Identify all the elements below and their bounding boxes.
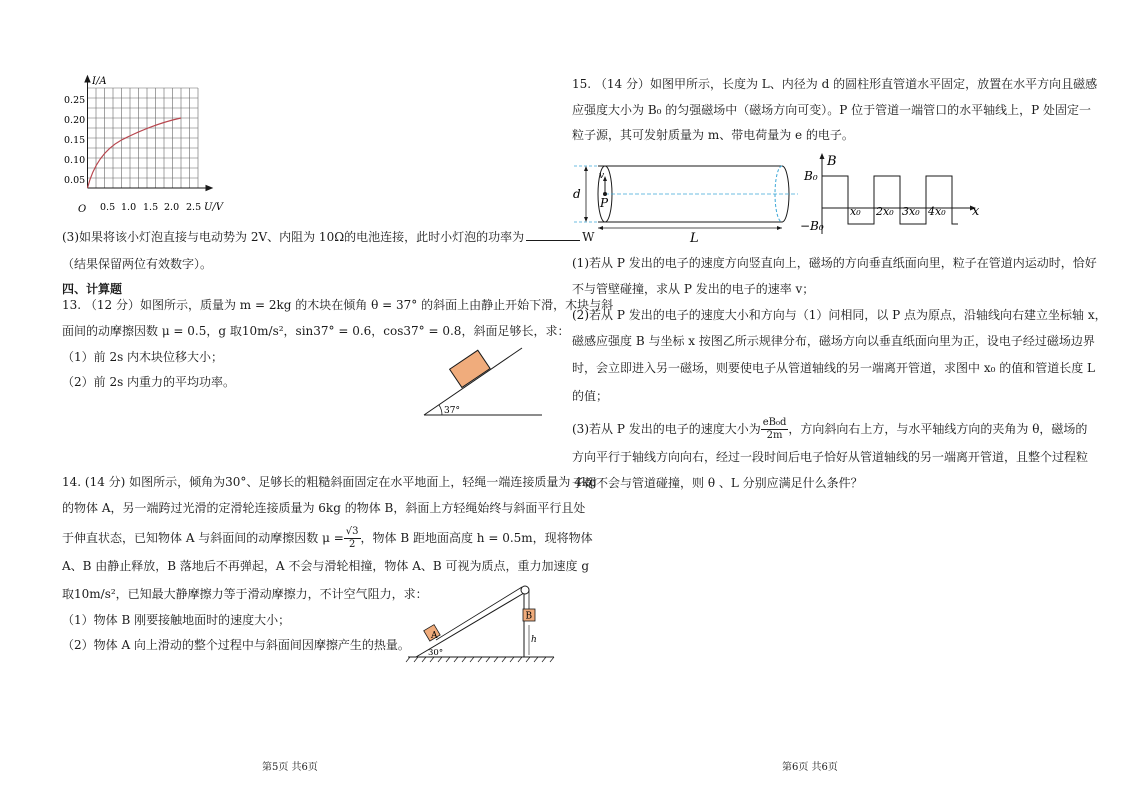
q14-line3 [62, 524, 593, 552]
q14-fraction [344, 526, 361, 551]
q12-3-line1 [62, 229, 595, 245]
q15-velocity-label: v [599, 171, 605, 181]
q15-fraction [761, 417, 789, 442]
q13-sub2: （2）前 2s 内重力的平均功率。 [62, 375, 236, 389]
q15-length-label: L [690, 231, 699, 246]
q15-x-tick: 4x₀ [928, 205, 946, 218]
q12-3-unit: W [582, 230, 595, 244]
q15-x-tick: 2x₀ [876, 205, 894, 218]
section-title: 四、计算题 [62, 282, 123, 296]
x-tick: 2.5 [186, 202, 202, 213]
q14-line3-a: 于伸直状态，已知物体 A 与斜面间的动摩擦因数 μ = [62, 531, 344, 545]
y-axis-label: I/A [92, 76, 107, 87]
q15-x-tick: 3x₀ [902, 205, 920, 218]
q15-p1-line1: (1)若从 P 发出的电子的速度方向竖直向上，磁场的方向垂直纸面向里，粒子在管道内运动时，恰好 [572, 256, 1097, 270]
q14-height-label: h [531, 635, 537, 645]
x-tick: 1.5 [143, 202, 159, 213]
q15-line3: 粒子源，其可发射质量为 m、带电荷量为 e 的电子。 [572, 128, 854, 142]
q13-line2: 面间的动摩擦因数 μ = 0.5，g 取10m/s²，sin37° = 0.6，cos37° = 0.8，斜面足够长，求： [62, 324, 570, 338]
fraction-numerator: √3 [345, 526, 359, 537]
x-axis-label: U/V [204, 202, 224, 213]
q13-line1: 13. （12 分）如图所示，质量为 m = 2kg 的木块在倾角 θ = 37° 的斜面上由静止开始下滑，木块与斜 [62, 298, 614, 312]
q14-line4: A、B 由静止释放，B 落地后不再弹起，A 不会与滑轮相撞，物体 A、B 可视为质点，重力加速度 g [62, 559, 590, 573]
q15-x-tick: x₀ [850, 205, 861, 218]
q15-diameter-label: d [573, 187, 581, 201]
q15-p1-line2: 不与管壁碰撞，求从 P 发出的电子的速率 v； [572, 282, 815, 296]
x-tick: 2.0 [164, 202, 180, 213]
y-tick: 0.15 [64, 135, 86, 146]
q14-line3-b: ，物体 B 距地面高度 h = 0.5m，现将物体 [360, 531, 593, 545]
q15-p3-line2: 方向平行于轴线方向向右，经过一段时间后电子恰好从管道轴线的另一端离开管道，且整个过程粒 [572, 450, 1089, 464]
y-tick: 0.10 [64, 155, 86, 166]
fraction-numerator: eB₀d [762, 417, 787, 428]
q14-angle-label: 30° [428, 648, 444, 658]
q15-p3-line3: 子都不会与管道碰撞，则 θ 、L 分别应满足什么条件？ [572, 476, 863, 490]
q14-pulley-figure [404, 583, 559, 665]
x-tick: 1.0 [121, 202, 137, 213]
q14-sub2: （2）物体 A 向上滑动的整个过程中与斜面间因摩擦产生的热量。 [62, 638, 410, 652]
q15-p2-line3: 时，会立即进入另一磁场，则要使电子从管道轴线的另一端离开管道，求图中 x₀ 的值和管道长度 L [572, 361, 1095, 375]
q14-block-b-label: B [525, 611, 533, 622]
q14-line5: 取10m/s²，已知最大静摩擦力等于滑动摩擦力，不计空气阻力，求： [62, 587, 428, 601]
q15-p3-line1 [572, 414, 1087, 444]
q15-b0-label: B₀ [804, 169, 818, 183]
q15-line1: 15. （14 分）如图甲所示，长度为 L、内径为 d 的圆柱形直管道水平固定，放置在水平方向且磁感 [572, 77, 1098, 91]
q15-bx-figure [800, 148, 985, 238]
q13-incline-figure [418, 338, 548, 420]
q15-tube-figure [570, 154, 802, 246]
q15-p3-line1-b: ，方向斜向右上方，与水平轴线方向的夹角为 θ，磁场的 [788, 422, 1088, 436]
q14-sub1: （1）物体 B 刚要接触地面时的速度大小； [62, 613, 291, 627]
q15-neg-b0-label: −B₀ [800, 219, 824, 233]
q15-x-axis-label: x [972, 204, 980, 219]
q15-source-label: P [600, 196, 609, 210]
q14-line1: 14. (14 分) 如图所示，倾角为30°、足够长的粗糙斜面固定在水平地面上，轻绳一端连接质量为 4kg [62, 475, 597, 489]
q15-line2: 应强度大小为 B₀ 的匀强磁场中（磁场方向可变）。P 位于管道一端管口的水平轴线上，P 处固定一 [572, 103, 1092, 117]
q15-b-axis-label: B [827, 154, 837, 169]
q14-block-a-label: A [431, 631, 438, 641]
fraction-denominator: 2m [766, 430, 783, 441]
q15-p2-line2: 磁感应强度 B 与坐标 x 按图乙所示规律分布，磁场方向以垂直纸面向里为正，设电子经过磁场边界 [572, 334, 1095, 348]
i-u-graph [58, 74, 228, 219]
fraction-denominator: 2 [348, 539, 356, 550]
q14-line2: 的物体 A，另一端跨过光滑的定滑轮连接质量为 6kg 的物体 B，斜面上方轻绳始终与斜面平行且处 [62, 501, 586, 515]
page-footer-left: 第5页 共6页 [262, 762, 318, 773]
x-tick: 0.5 [100, 202, 116, 213]
q12-3-line2: （结果保留两位有效数字）。 [62, 257, 213, 271]
q15-p2-line1: (2)若从 P 发出的电子的速度大小和方向与（1）问相同，以 P 点为原点，沿轴线向右建立坐标轴 x， [572, 308, 1107, 322]
y-tick: 0.05 [64, 175, 86, 186]
q13-sub1: （1）前 2s 内木块位移大小； [62, 350, 224, 364]
y-tick: 0.20 [64, 115, 86, 126]
q13-angle-label: 37° [444, 406, 460, 416]
graph-origin: O [78, 204, 87, 215]
y-tick: 0.25 [64, 95, 86, 106]
page-footer-right: 第6页 共6页 [782, 762, 838, 773]
q12-3-text: (3)如果将该小灯泡直接与电动势为 2V、内阻为 10Ω的电池连接，此时小灯泡的功率为 [62, 230, 525, 244]
q15-p3-line1-a: (3)若从 P 发出的电子的速度大小为 [572, 422, 761, 436]
q15-p2-line4: 的值； [572, 389, 609, 403]
